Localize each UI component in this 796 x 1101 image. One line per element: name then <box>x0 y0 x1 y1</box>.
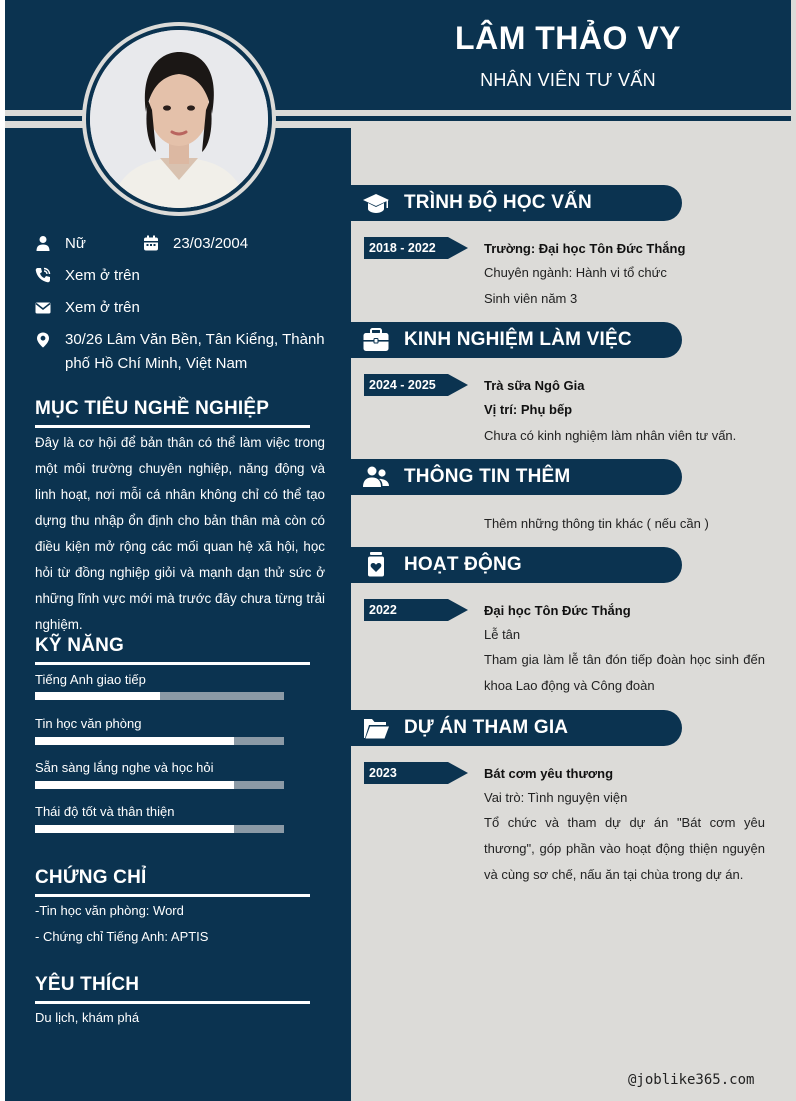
experience-heading: KINH NGHIỆM LÀM VIỆC <box>404 329 632 350</box>
activities-description: Tham gia làm lễ tân đón tiếp đoàn học sinh đến khoa Lao động và Công đoàn <box>484 652 765 693</box>
email-icon <box>35 300 51 316</box>
gender-value: Nữ <box>65 235 86 252</box>
address-line-2: phố Hồ Chí Minh, Việt Nam <box>65 355 248 372</box>
skill-bar-fill <box>35 781 234 789</box>
activities-date: 2022 <box>369 603 397 617</box>
objective-heading: MỤC TIÊU NGHỀ NGHIỆP <box>35 398 270 419</box>
briefcase-icon <box>362 326 390 354</box>
skill-bar-fill <box>35 737 234 745</box>
user-icon <box>35 235 51 251</box>
education-date-tag <box>364 237 468 259</box>
skill-bar <box>35 781 284 789</box>
experience-date-tag <box>364 374 468 396</box>
avatar-portrait <box>90 30 268 208</box>
education-heading: TRÌNH ĐỘ HỌC VẤN <box>404 192 592 213</box>
certificate-item: - Chứng chỉ Tiếng Anh: APTIS <box>35 929 209 944</box>
education-major: Chuyên ngành: Hành vi tổ chức <box>484 265 667 280</box>
additional-text: Thêm những thông tin khác ( nếu cần ) <box>484 516 709 531</box>
skill-bar <box>35 737 284 745</box>
skill-bar-fill <box>35 825 234 833</box>
experience-description: Chưa có kinh nghiệm làm nhân viên tư vấn. <box>484 428 737 443</box>
skills-heading: KỸ NĂNG <box>35 635 125 656</box>
hobbies-rule <box>35 1001 310 1004</box>
projects-heading: DỰ ÁN THAM GIA <box>404 717 569 738</box>
hobbies-text: Du lịch, khám phá <box>35 1010 140 1025</box>
candidate-name: LÂM THẢO VY <box>455 20 681 56</box>
avatar <box>90 30 268 208</box>
certificates-rule <box>35 894 310 897</box>
projects-description: Tổ chức và tham dự dự án "Bát cơm yêu thương", góp phần vào hoạt động thiện nguyện và cùng sơ chế, nấu ăn tại chùa trong dự án. <box>484 815 765 882</box>
experience-company: Trà sữa Ngô Gia <box>484 378 585 393</box>
projects-date-tag <box>364 762 468 784</box>
skill-label: Thái độ tốt và thân thiện <box>35 804 175 819</box>
folder-icon <box>362 714 390 742</box>
projects-role: Vai trò: Tình nguyện viện <box>484 790 628 805</box>
certificate-item: -Tin học văn phòng: Word <box>35 903 184 918</box>
activities-heading: HOẠT ĐỘNG <box>404 554 522 575</box>
education-date: 2018 - 2022 <box>369 241 436 255</box>
education-year: Sinh viên năm 3 <box>484 291 578 306</box>
objective-text: Đây là cơ hội để bản thân có thể làm việc trong một môi trường chuyên nghiệp, năng động và linh hoạt, nơi mỗi cá nhân không chỉ có thể tạo dựng thu nhập ổn định cho bản thân mà còn có điều kiện mở rộng các mối quan hệ xã hội, học hỏi từ đồng nghiệp giỏi và mạnh dạn thử sức ở những lĩnh vực mới mà trước đây chưa từng trải nghiệm. <box>35 435 325 632</box>
additional-heading: THÔNG TIN THÊM <box>404 466 571 487</box>
experience-date: 2024 - 2025 <box>369 378 436 392</box>
job-title: NHÂN VIÊN TƯ VẤN <box>480 70 656 90</box>
certificates-heading: CHỨNG CHỈ <box>35 867 147 888</box>
phone-value: Xem ở trên <box>65 267 140 284</box>
skill-bar-fill <box>35 692 160 700</box>
graduation-cap-icon <box>362 189 390 217</box>
projects-name: Bát cơm yêu thương <box>484 766 614 781</box>
address-line-1: 30/26 Lâm Văn Bền, Tân Kiểng, Thành <box>65 331 325 348</box>
watermark: @joblike365.com <box>628 1072 755 1088</box>
education-school: Trường: Đại học Tôn Đức Thắng <box>484 241 686 256</box>
activities-org: Đại học Tôn Đức Thắng <box>484 603 631 618</box>
objective-rule <box>35 425 310 428</box>
calendar-icon <box>143 235 159 251</box>
skills-rule <box>35 662 310 665</box>
email-value: Xem ở trên <box>65 299 140 316</box>
skill-label: Sẵn sàng lắng nghe và học hỏi <box>35 760 214 775</box>
location-icon <box>35 332 51 348</box>
birthday-value: 23/03/2004 <box>173 235 249 252</box>
users-icon <box>362 463 390 491</box>
projects-date: 2023 <box>369 766 397 780</box>
hobbies-heading: YÊU THÍCH <box>35 974 140 995</box>
activities-role: Lễ tân <box>484 627 521 642</box>
skill-label: Tiếng Anh giao tiếp <box>35 672 146 687</box>
activities-date-tag <box>364 599 468 621</box>
experience-position: Vị trí: Phụ bếp <box>484 402 573 417</box>
badge-icon <box>362 551 390 579</box>
skill-label: Tin học văn phòng <box>35 716 142 731</box>
skill-bar <box>35 825 284 833</box>
phone-icon <box>35 267 51 283</box>
skill-bar <box>35 692 284 700</box>
